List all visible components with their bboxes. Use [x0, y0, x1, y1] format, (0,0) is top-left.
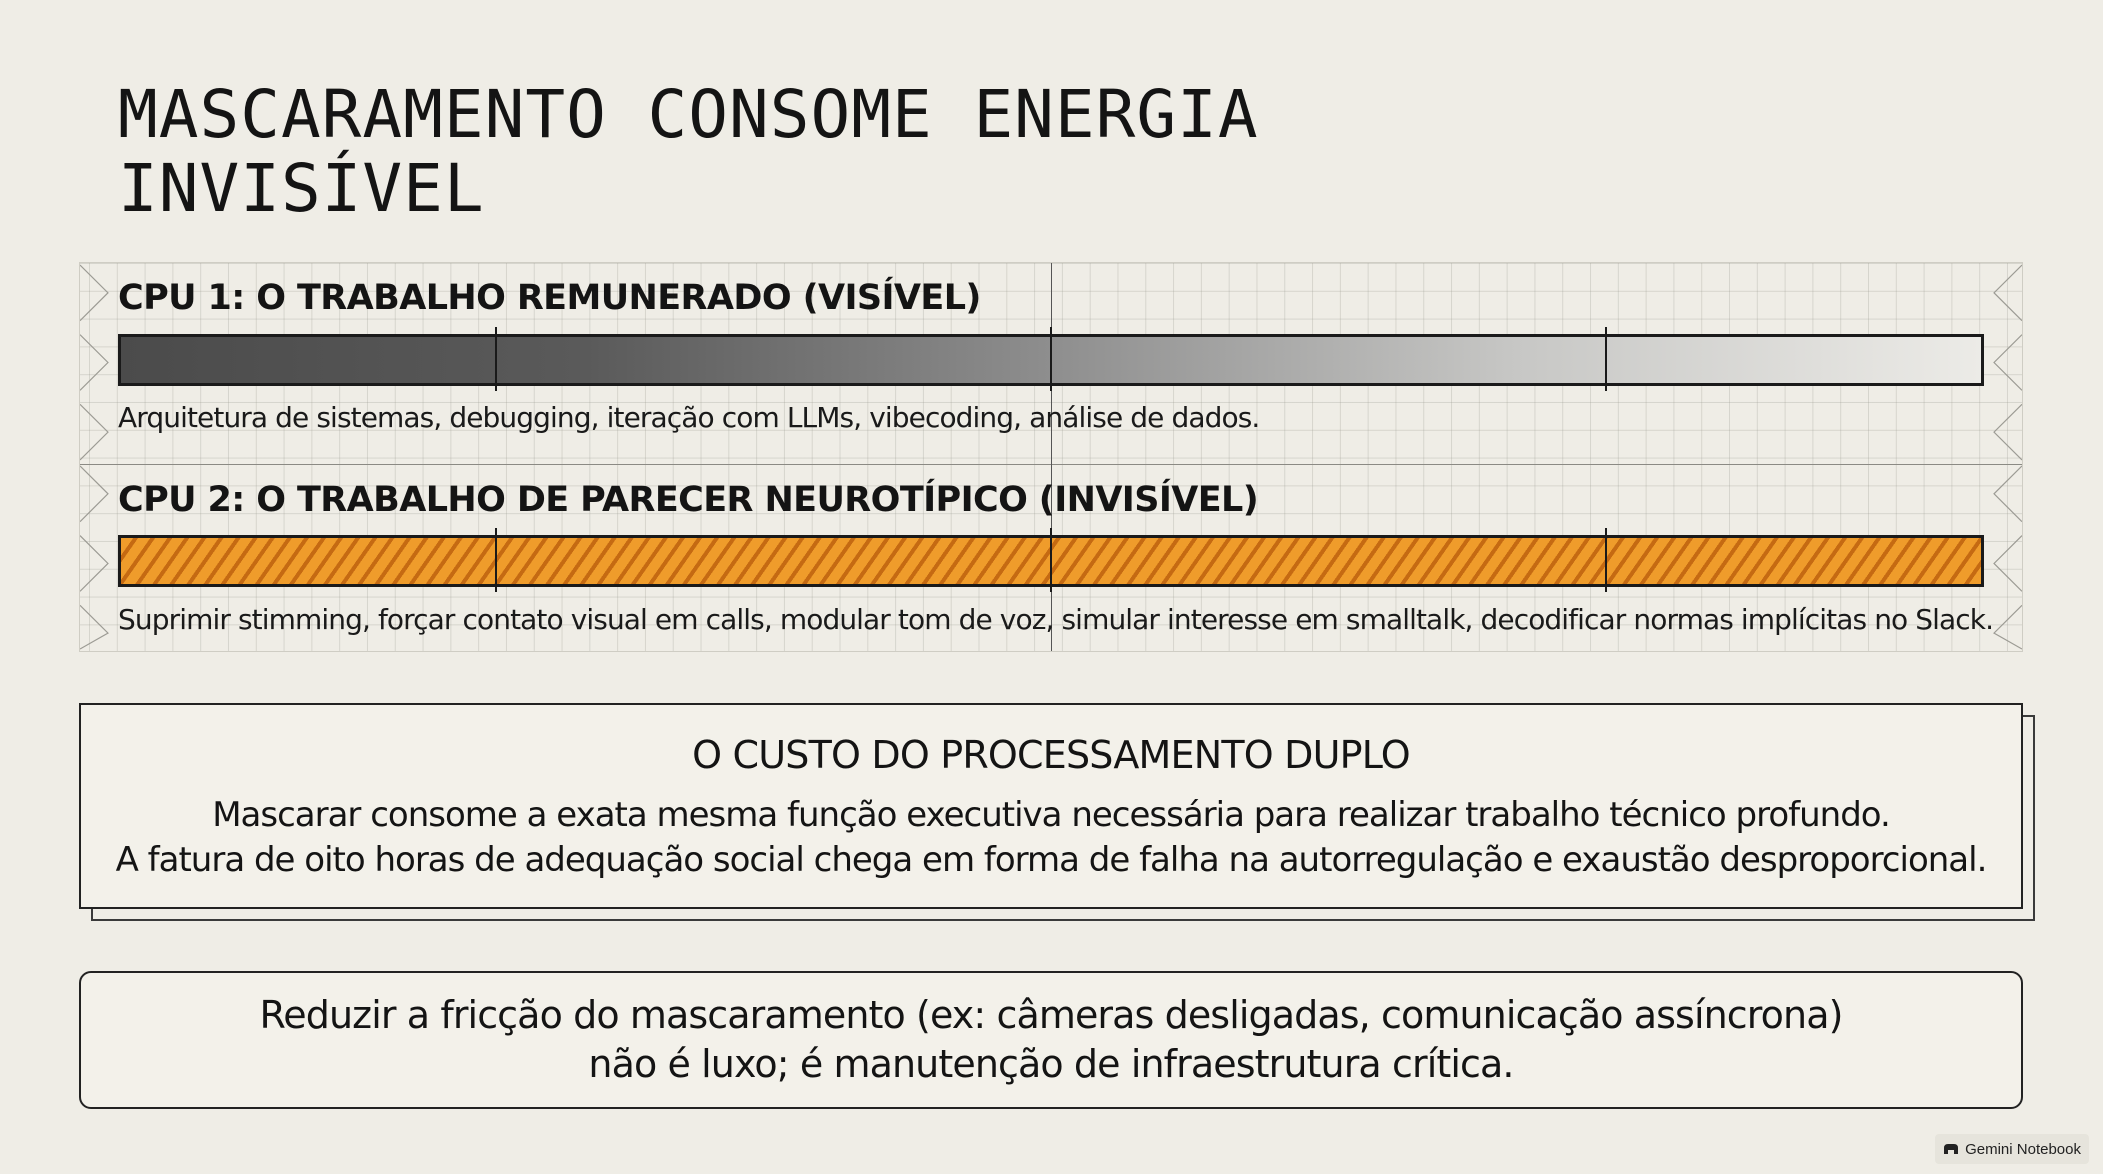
cpu1-description: Arquitetura de sistemas, debugging, iteração com LLMs, vibecoding, análise de dados.: [118, 401, 1260, 434]
page-title-line-2: INVISÍVEL: [118, 150, 485, 227]
conclusion-box: [79, 971, 2023, 1109]
cpu2-tick: [495, 528, 497, 592]
cpu2-tick: [1050, 528, 1052, 592]
cpu1-tick: [1605, 327, 1607, 391]
notebook-icon: [1943, 1143, 1959, 1155]
cpu2-tick: [1605, 528, 1607, 592]
cost-line-1: Mascarar consome a exata mesma função executiva necessária para realizar trabalho técnico profundo.: [212, 795, 1890, 835]
watermark-label: Gemini Notebook: [1965, 1140, 2081, 1158]
cpu1-tick: [1050, 327, 1052, 391]
cost-line-2: A fatura de oito horas de adequação social chega em forma de falha na autorregulação e exaustão desproporcional.: [115, 840, 1987, 880]
cpu1-heading: CPU 1: O TRABALHO REMUNERADO (VISÍVEL): [118, 278, 981, 318]
page-title-line-1: MASCARAMENTO CONSOME ENERGIA: [118, 76, 1259, 153]
conclusion-line-2: não é luxo; é manutenção de infraestrutura crítica.: [588, 1042, 1514, 1086]
conclusion-line-1: Reduzir a fricção do mascaramento (ex: câmeras desligadas, comunicação assíncrona): [259, 993, 1843, 1037]
cost-callout-box: [79, 703, 2023, 909]
cpu1-tick: [495, 327, 497, 391]
page-title: [118, 78, 1259, 226]
gemini-notebook-badge: [1935, 1134, 2089, 1164]
cpu2-description: Suprimir stimming, forçar contato visual em calls, modular tom de voz, simular interesse em smalltalk, decodificar normas implícitas no Slack.: [118, 603, 1994, 636]
cost-title: O CUSTO DO PROCESSAMENTO DUPLO: [692, 733, 1410, 777]
center-guide-line: [1051, 263, 1052, 651]
cpu-comparison-panel: [79, 262, 2023, 652]
cpu2-heading: CPU 2: O TRABALHO DE PARECER NEUROTÍPICO (INVISÍVEL): [118, 480, 1259, 520]
